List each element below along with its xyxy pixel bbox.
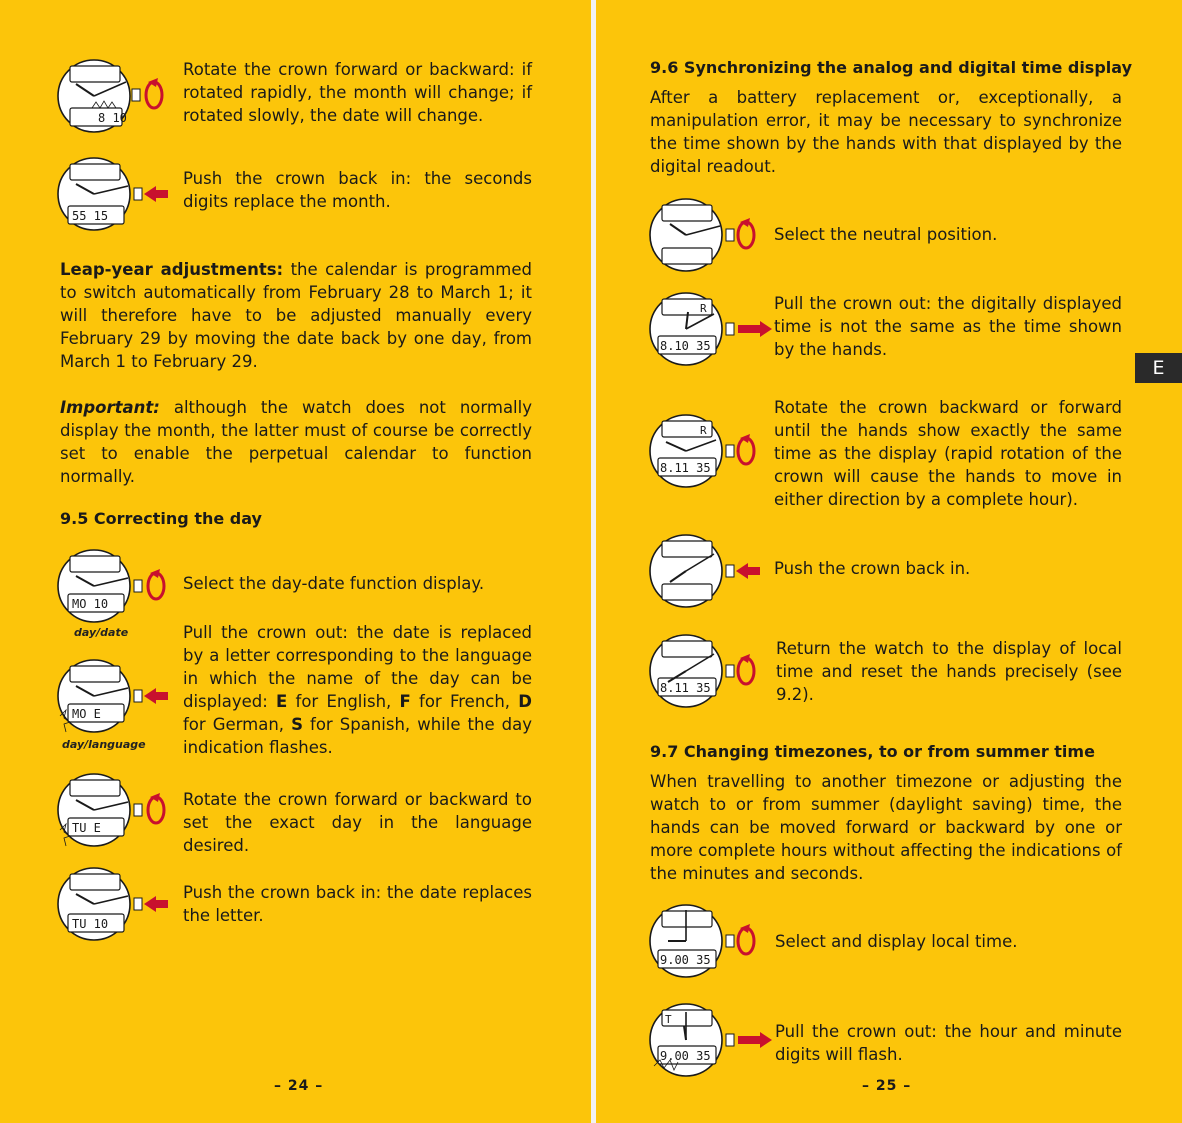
heading-9-7: 9.7 Changing timezones, to or from summer time [650,742,1095,761]
rotate-hands-text: Rotate the crown backward or forward until the hands show exactly the same time as the display (rapid rotation of the crown will cause the hands to move in either direction by a complete hour). [774,398,1122,509]
leap-year-label: Leap-year adjustments: [60,260,284,279]
watch-push-icon [56,156,172,232]
page-number-25: – 25 – [862,1078,912,1094]
push-seconds-text: Push the crown back in: the seconds digits replace the month. [183,169,532,211]
watch-rotate-icon [56,58,172,134]
neutral-text: Select the neutral position. [774,225,998,244]
heading-9-5: 9.5 Correcting the day [60,509,262,528]
important-text: although the watch does not normally display the month, the latter must of course be correctly set to enable the perpetual calendar to function normally. [60,398,532,486]
page-number-24: – 24 – [274,1078,324,1094]
svg-text:8.11 35: 8.11 35 [660,681,711,695]
svg-text:TU 10: TU 10 [72,917,109,931]
svg-text:R: R [700,424,707,437]
watch-return-icon [648,632,764,710]
pull-language-text: Pull the crown out: the date is replaced by a letter corresponding to the language in which the name of the day can be displayed: E for English, F for French, D for German, S for Spanish, while the day indication flashes. [183,623,532,757]
svg-text:55 15: 55 15 [72,209,109,223]
lang-e: E [276,692,288,711]
watch-neutral-icon [648,196,764,274]
pull-flash-text: Pull the crown out: the hour and minute digits will flash. [775,1022,1122,1064]
caption-day-language: day/language [62,738,146,751]
watch-rotate-day-icon [56,770,172,850]
svg-text:8 10: 8 10 [98,111,127,125]
watch-flash-icon [648,1000,774,1080]
svg-text:8.11 35: 8.11 35 [660,461,711,475]
svg-text:MO E: MO E [72,707,101,721]
leap-year-text: the calendar is programmed to switch automatically from February 28 to March 1; it will therefore have to be adjusted manually every February 29 by moving the date back by one day, from March 1 to February 29. [60,260,532,371]
caption-day-date: day/date [74,626,129,639]
intro-9-7: When travelling to another timezone or adjusting the watch to or from summer (daylight saving) time, the hands can be moved forward or backward by one or more complete hours without affecting the indications of the minutes and seconds. [650,772,1122,883]
svg-text:MO 10: MO 10 [72,597,109,611]
svg-text:9.00 35: 9.00 35 [660,953,711,967]
lang-s: S [291,715,303,734]
watch-daydate-icon [56,548,172,624]
rotate-day-text: Rotate the crown forward or backward to set the exact day in the language desired. [183,790,532,855]
page-25 [596,0,1182,1123]
svg-text:8.10 35: 8.10 35 [660,339,711,353]
rotate-month-text: Rotate the crown forward or backward: if rotated rapidly, the month will change; if rotated slowly, the date will change. [183,60,532,125]
language-tab-e[interactable]: E [1135,353,1182,383]
important-paragraph [60,396,532,488]
select-daydate-text: Select the day-date function display. [183,574,485,593]
intro-9-6: After a battery replacement or, exceptionally, a manipulation error, it may be necessary to synchronize the time shown by the hands with that displayed by the digital readout. [650,88,1122,176]
watch-push-in-icon [648,532,764,610]
pull-digital-text: Pull the crown out: the digitally displayed time is not the same as the time shown by the hands. [774,294,1122,359]
watch-local-time-icon [648,902,764,980]
watch-push-date-icon [56,866,172,942]
return-local-text: Return the watch to the display of local time and reset the hands precisely (see 9.2). [776,639,1122,704]
leap-year-paragraph [60,258,532,373]
heading-9-6: 9.6 Synchronizing the analog and digital time display [650,58,1132,77]
lang-f: F [399,692,411,711]
watch-daylanguage-icon [56,656,172,736]
push-date-text: Push the crown back in: the date replaces the letter. [183,883,532,925]
important-label: Important: [60,398,160,417]
svg-text:9.00 35: 9.00 35 [660,1049,711,1063]
svg-text:T: T [665,1013,672,1026]
watch-pull-icon [648,290,774,368]
svg-text:TU E: TU E [72,821,101,835]
watch-sync-rotate-icon [648,412,764,490]
select-local-text: Select and display local time. [775,932,1018,951]
push-in-text: Push the crown back in. [774,559,971,578]
svg-text:R: R [700,302,707,315]
lang-d: D [518,692,532,711]
